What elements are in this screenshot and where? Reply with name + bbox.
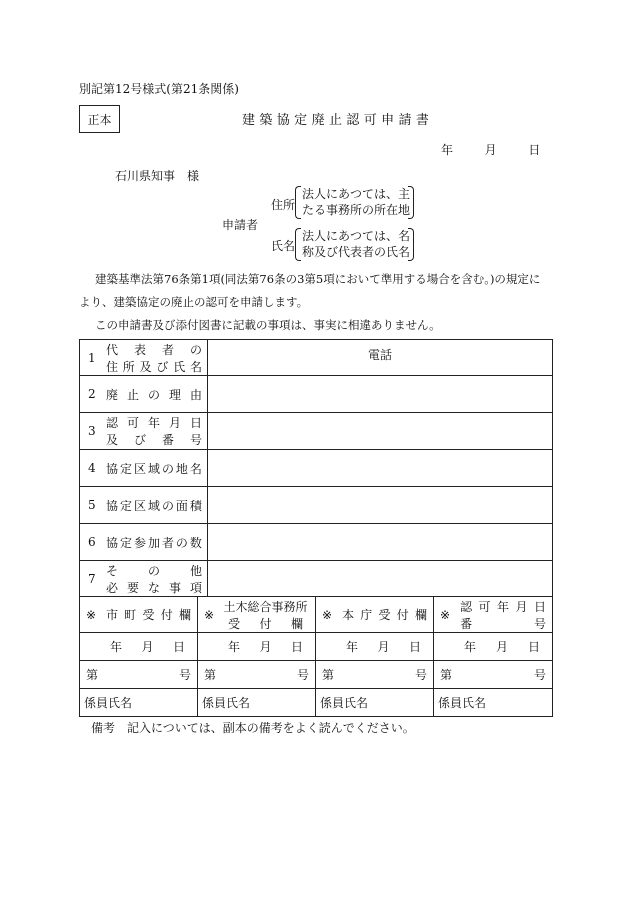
office-date (198, 638, 315, 655)
char: 欄 (414, 608, 427, 622)
item-value-cell[interactable] (208, 376, 553, 413)
char: 項 (189, 580, 202, 595)
char: 定 (294, 113, 308, 128)
char: 市 (106, 608, 119, 622)
char: 住 (106, 359, 119, 374)
char: 日 (408, 640, 421, 654)
char: 理 (168, 387, 181, 402)
name-note-line2: 称及び代表者の氏名 (302, 245, 411, 259)
office-number-cell[interactable] (80, 661, 198, 689)
item-value-cell[interactable] (208, 340, 553, 376)
item-number: 2 (88, 387, 96, 401)
char: 表 (133, 342, 146, 357)
date-line (441, 141, 540, 158)
document-title (242, 109, 429, 128)
char: 付 (160, 608, 173, 622)
address-bracket-left (295, 186, 301, 219)
char: 他 (189, 563, 202, 578)
name-label: 氏名 (271, 239, 296, 253)
office-mark: ※ (440, 607, 451, 622)
body-text-line2: より、建築協定の廃止の認可を申請します。 (79, 295, 309, 309)
address-bracket-right (408, 186, 414, 219)
office-number (198, 666, 315, 683)
char: 第 (322, 668, 335, 682)
char: 可 (126, 416, 139, 430)
item-label-line1 (106, 341, 202, 358)
char: 定 (119, 461, 132, 476)
char: 日 (533, 599, 546, 614)
name-note (302, 228, 410, 260)
body-text-line3: この申請書及び添付図書に記載の事項は、事実に相違ありません。 (95, 318, 441, 332)
char: 積 (189, 498, 202, 513)
office-hq-header (316, 597, 434, 633)
char: 協 (276, 113, 290, 128)
address-note-line2: たる事務所の所在地 (302, 203, 411, 217)
char: 請 (398, 113, 412, 128)
char: 町 (124, 608, 137, 622)
address-label: 住所 (271, 198, 296, 212)
char: 年 (346, 640, 359, 654)
char: 日 (290, 640, 303, 654)
char: 番 (460, 616, 473, 631)
char: 区 (133, 498, 146, 513)
item-label (106, 562, 202, 596)
char: 号 (296, 668, 309, 682)
office-date-row (80, 633, 553, 661)
item-label-cell (80, 561, 208, 597)
office-civil-label2 (222, 615, 309, 632)
item-value-cell[interactable] (208, 413, 553, 450)
item-number: 6 (88, 535, 96, 549)
office-staff-cell[interactable] (316, 689, 434, 717)
copy-badge (79, 105, 120, 133)
date-month: 月 (484, 143, 497, 157)
char: の (175, 535, 188, 550)
item-label-cell (80, 450, 208, 487)
item-number: 1 (88, 350, 96, 365)
char: そ (106, 563, 119, 578)
char: 欄 (290, 616, 303, 631)
office-number (434, 666, 552, 683)
char: 日 (527, 640, 540, 654)
office-city-header (80, 597, 198, 633)
char: 参 (133, 535, 146, 550)
office-date (316, 638, 433, 655)
name-bracket-right (408, 228, 414, 261)
char: 廃 (311, 113, 325, 128)
office-number-cell[interactable] (434, 661, 553, 689)
char: の (161, 498, 174, 513)
char: な (147, 580, 160, 595)
char: 第 (86, 668, 99, 682)
address-note-line1: 法人にあつては、主 (302, 187, 411, 201)
char: 協 (106, 535, 119, 550)
item-label-cell (80, 413, 208, 450)
item-label-cell (80, 487, 208, 524)
office-hq-label (342, 606, 427, 623)
item-value-cell[interactable] (208, 450, 553, 487)
item-label-line2 (106, 358, 202, 375)
office-civil-header (198, 597, 316, 633)
char: 氏 (173, 359, 186, 374)
char: 認 (346, 113, 360, 128)
char: 号 (414, 668, 427, 682)
office-date-cell[interactable] (434, 633, 553, 661)
item-label-line2 (106, 579, 202, 596)
applicant-label: 申請者 (222, 218, 259, 232)
char: 受 (378, 608, 391, 622)
char: 号 (533, 668, 546, 682)
office-civil-label1: 土木総合事務所 (223, 599, 308, 614)
char: 止 (328, 113, 342, 128)
item-value-cell[interactable] (208, 524, 553, 561)
char: 年 (228, 640, 241, 654)
item-label (106, 386, 202, 403)
item-label-line1 (106, 562, 202, 579)
char: 年 (464, 640, 477, 654)
char: の (147, 563, 160, 578)
address-note (302, 186, 410, 218)
char: 第 (440, 668, 453, 682)
item-label (106, 460, 202, 477)
char: 建 (242, 113, 256, 128)
addressee: 石川県知事 様 (115, 169, 200, 183)
office-staff-row (80, 689, 553, 717)
char: 号 (533, 616, 546, 631)
office-header-row (80, 597, 553, 633)
char: 月 (495, 640, 508, 654)
phone-label: 電話 (367, 348, 392, 362)
office-staff-cell[interactable] (80, 689, 198, 717)
char: 定 (119, 498, 132, 513)
char: 認 (106, 416, 119, 430)
char: び (133, 433, 146, 447)
item-label-cell (80, 340, 208, 376)
char: 申 (381, 113, 395, 128)
char: 築 (259, 113, 273, 128)
item-row-2 (80, 376, 553, 413)
office-staff-label: 係員氏名 (202, 696, 251, 710)
office-date (434, 638, 552, 655)
char: 廃 (106, 387, 119, 402)
char: 庁 (360, 608, 373, 622)
item-row-3 (80, 413, 553, 450)
char: 号 (189, 433, 202, 447)
char: 面 (175, 498, 188, 513)
office-date-cell[interactable] (316, 633, 434, 661)
office-staff-label: 係員氏名 (84, 696, 133, 710)
office-use-table (79, 596, 553, 717)
office-approval-label1 (460, 598, 546, 615)
char: 代 (106, 342, 119, 357)
char: 地 (175, 461, 188, 476)
office-number-cell[interactable] (316, 661, 434, 689)
item-number: 5 (88, 498, 96, 512)
char: 日 (172, 640, 185, 654)
char: 可 (478, 599, 491, 614)
char: 付 (259, 616, 272, 631)
body-text-line1: 建築基準法第76条第1項(同法第76条の3第5項において準用する場合を含む。)の規定に (95, 272, 541, 286)
office-number-row (80, 661, 553, 689)
copy-badge-label: 正本 (87, 112, 112, 127)
char: 年 (110, 640, 123, 654)
name-note-line1: 法人にあつては、名 (302, 229, 411, 243)
char: 数 (189, 535, 202, 550)
char: 書 (415, 113, 429, 128)
char: 欄 (178, 608, 191, 622)
date-day: 日 (528, 143, 541, 157)
char: 認 (460, 599, 473, 614)
office-date (80, 638, 197, 655)
item-label (106, 497, 202, 514)
char: 月 (259, 640, 272, 654)
char: 定 (119, 535, 132, 550)
office-number-cell[interactable] (198, 661, 316, 689)
char: 年 (497, 599, 510, 614)
office-mark: ※ (204, 607, 215, 622)
char: 加 (147, 535, 160, 550)
form-id: 別記第12号様式(第21条関係) (79, 82, 239, 96)
office-mark: ※ (86, 607, 97, 622)
item-label-line2 (106, 431, 202, 448)
item-label-cell (80, 376, 208, 413)
char: 区 (133, 461, 146, 476)
char: 月 (168, 416, 181, 430)
char: 年 (147, 416, 160, 430)
office-staff-cell[interactable] (434, 689, 553, 717)
item-label (106, 341, 202, 375)
char: 月 (141, 640, 154, 654)
item-label (106, 534, 202, 551)
char: 第 (204, 668, 217, 682)
char: 本 (342, 608, 355, 622)
item-number: 7 (88, 571, 96, 586)
char: 名 (189, 461, 202, 476)
char: 受 (228, 616, 241, 631)
char: の (147, 387, 160, 402)
item-label-line1 (106, 414, 202, 431)
char: 付 (396, 608, 409, 622)
office-approval-label2 (460, 615, 546, 632)
char: 月 (377, 640, 390, 654)
char: 事 (168, 580, 181, 595)
char: 域 (147, 498, 160, 513)
item-number: 4 (88, 461, 96, 475)
char: 名 (189, 359, 202, 374)
item-row-5 (80, 487, 553, 524)
char: 者 (161, 342, 174, 357)
office-number (316, 666, 433, 683)
char: 受 (142, 608, 155, 622)
office-staff-label: 係員氏名 (438, 696, 487, 710)
char: 協 (106, 498, 119, 513)
application-table (79, 339, 553, 597)
char: 日 (189, 416, 202, 430)
char: 必 (106, 580, 119, 595)
char: 可 (363, 113, 377, 128)
char: 由 (189, 387, 202, 402)
item-value-cell[interactable] (208, 487, 553, 524)
office-date-cell[interactable] (80, 633, 198, 661)
office-approval-header (434, 597, 553, 633)
office-date-cell[interactable] (198, 633, 316, 661)
item-row-7 (80, 561, 553, 597)
item-number: 3 (88, 424, 96, 438)
char: び (156, 359, 169, 374)
char: 者 (161, 535, 174, 550)
char: の (161, 461, 174, 476)
office-number (80, 666, 197, 683)
item-value-cell[interactable] (208, 561, 553, 597)
char: 域 (147, 461, 160, 476)
char: 協 (106, 461, 119, 476)
name-bracket-left (295, 228, 301, 261)
item-row-4 (80, 450, 553, 487)
char: 月 (515, 599, 528, 614)
office-staff-cell[interactable] (198, 689, 316, 717)
char: 及 (106, 433, 119, 447)
item-label-cell (80, 524, 208, 561)
remarks: 備考 記入については、副本の備考をよく読んでください。 (91, 721, 415, 735)
office-city-label (106, 606, 191, 623)
char: 番 (161, 433, 174, 447)
char: 所 (122, 359, 135, 374)
item-label (106, 414, 202, 448)
char: の (189, 342, 202, 357)
office-staff-label: 係員氏名 (320, 696, 369, 710)
item-row-6 (80, 524, 553, 561)
office-mark: ※ (322, 607, 333, 622)
char: 要 (126, 580, 139, 595)
item-row-1 (80, 340, 553, 376)
char: 及 (139, 359, 152, 374)
char: 止 (126, 387, 139, 402)
date-year: 年 (441, 143, 454, 157)
char: 号 (178, 668, 191, 682)
